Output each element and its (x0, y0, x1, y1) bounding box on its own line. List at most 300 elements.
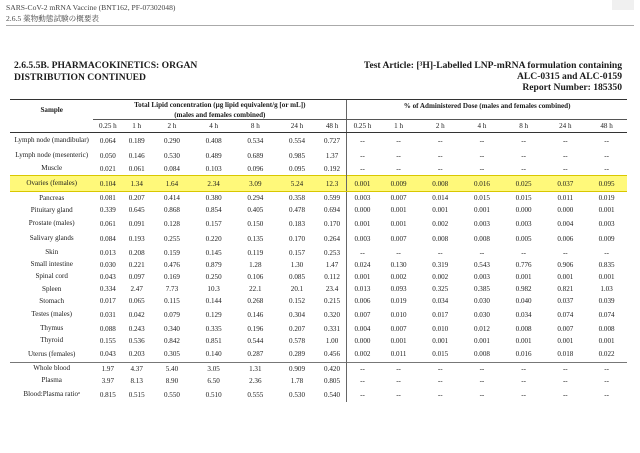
dose-timepoint-header: 1 h (378, 120, 420, 133)
administered-dose-cell: -- (347, 133, 378, 149)
lipid-concentration-cell: 0.414 (163, 194, 180, 203)
administered-dose-cell: 0.008 (432, 235, 449, 244)
sample-name-cell: Lymph node (mesenteric) (15, 150, 89, 159)
administered-dose-cell: -- (396, 165, 401, 174)
lipid-concentration-cell: 0.320 (324, 311, 341, 319)
lipid-concentration-cell: 0.985 (289, 151, 305, 160)
administered-dose-cell: 0.019 (390, 297, 407, 306)
lipid-concentration-cell: 0.144 (205, 297, 222, 306)
sample-name-cell: Thymus (40, 323, 64, 332)
test-article-line1: Test Article: [³H]-Labelled LNP-mRNA formulation containing (363, 60, 622, 71)
section-title-line1: 2.6.5.5B. PHARMACOKINETICS: ORGAN (14, 60, 198, 71)
lipid-concentration-cell: 0.207 (128, 194, 145, 203)
administered-dose-cell: -- (437, 390, 443, 399)
administered-dose-cell: 0.024 (347, 259, 378, 271)
lipid-concentration-cell: 0.061 (128, 165, 145, 174)
dose-timepoint-header: 48 h (586, 120, 627, 133)
administered-dose-cell: -- (586, 362, 627, 375)
administered-dose-cell: 0.001 (598, 336, 615, 345)
lipid-concentration-cell: 0.305 (163, 350, 180, 359)
administered-dose-cell: 0.002 (347, 347, 378, 363)
lipid-concentration-cell: 0.079 (163, 311, 180, 319)
lipid-concentration-cell: 1.28 (249, 260, 262, 269)
administered-dose-cell: 0.095 (586, 176, 627, 192)
administered-dose-cell: 0.017 (432, 311, 449, 319)
administered-dose-cell: 0.002 (390, 273, 407, 282)
administered-dose-cell: 0.015 (515, 194, 532, 203)
lipid-timepoint-header: 1 h (122, 120, 151, 133)
lipid-concentration-cell: 0.805 (324, 377, 341, 386)
administered-dose-cell: 0.034 (432, 297, 449, 306)
lipid-concentration-cell: 0.064 (99, 136, 116, 145)
administered-dose-cell: 0.006 (557, 235, 574, 244)
administered-dose-cell: 0.016 (461, 176, 503, 192)
administered-dose-cell: 0.001 (557, 273, 574, 282)
administered-dose-cell: 0.543 (473, 260, 490, 269)
lipid-concentration-cell: 0.478 (289, 206, 305, 215)
lipid-concentration-cell: 5.24 (276, 176, 318, 192)
lipid-header-line1: Total Lipid concentration (µg lipid equivalent/g [or mL]) (134, 101, 306, 109)
administered-dose-cell: -- (479, 151, 485, 160)
administered-dose-cell: -- (437, 136, 443, 145)
lipid-concentration-cell: 0.088 (99, 324, 116, 333)
lipid-concentration-cell: 0.159 (163, 248, 180, 257)
administered-dose-cell: 0.001 (432, 336, 449, 345)
administered-dose-cell: -- (562, 165, 568, 174)
administered-dose-cell: 0.011 (390, 350, 407, 359)
sample-name-cell: Uterus (females) (27, 349, 76, 358)
lipid-concentration-cell: 0.335 (205, 324, 222, 333)
lipid-concentration-cell: 1.78 (290, 377, 304, 386)
lipid-concentration-cell: 0.515 (128, 390, 145, 399)
administered-dose-cell: 0.000 (557, 206, 574, 215)
lipid-concentration-cell: 0.868 (163, 206, 180, 215)
administered-dose-cell: 0.034 (515, 311, 532, 319)
sample-name-cell: Testes (males) (31, 310, 73, 319)
lipid-concentration-cell: 0.510 (205, 390, 222, 399)
administered-dose-cell: 0.001 (390, 206, 407, 215)
administered-dose-cell: 0.015 (473, 194, 490, 203)
lipid-concentration-cell: 20.1 (290, 285, 304, 294)
table-row (10, 271, 627, 283)
lipid-concentration-cell: 0.220 (205, 235, 222, 244)
administered-dose-cell: 0.007 (390, 324, 407, 333)
administered-dose-cell: 0.008 (473, 350, 490, 359)
lipid-concentration-cell: 0.599 (324, 194, 341, 203)
administered-dose-cell: -- (521, 390, 526, 399)
table-row (10, 232, 627, 247)
administered-dose-cell: 0.007 (390, 194, 407, 203)
administered-dose-cell: -- (562, 151, 568, 160)
sample-name-cell: Spinal cord (35, 272, 68, 281)
lipid-concentration-cell: 0.253 (324, 248, 341, 257)
lipid-concentration-cell: 0.544 (247, 336, 264, 345)
lipid-concentration-cell: 0.150 (247, 220, 264, 229)
administered-dose-cell: 0.005 (515, 235, 532, 244)
administered-dose-cell: 0.776 (515, 260, 532, 269)
lipid-concentration-cell: 0.420 (318, 362, 347, 375)
lipid-concentration-cell: 0.170 (324, 220, 341, 229)
administered-dose-cell: -- (461, 362, 503, 375)
administered-dose-cell: -- (521, 151, 526, 160)
administered-dose-cell: -- (396, 151, 401, 160)
administered-dose-cell: 0.007 (347, 308, 378, 323)
table-row (10, 323, 627, 335)
lipid-concentration-cell: 0.380 (205, 194, 222, 203)
lipid-concentration-cell: 0.250 (205, 273, 222, 282)
lipid-concentration-cell: 0.119 (247, 248, 264, 257)
table-row (10, 259, 627, 271)
lipid-concentration-cell: 0.196 (247, 324, 264, 333)
dose-timepoint-header: 8 h (503, 120, 545, 133)
lipid-concentration-cell: 0.017 (99, 297, 116, 306)
table-row (10, 148, 627, 163)
administered-dose-cell: 0.004 (557, 220, 574, 229)
report-number: Report Number: 185350 (522, 82, 622, 93)
lipid-concentration-cell: 0.157 (205, 220, 222, 229)
administered-dose-cell: -- (347, 148, 378, 163)
administered-dose-cell: 0.821 (557, 285, 574, 294)
timepoint-header-row (10, 120, 627, 133)
table-row (10, 375, 627, 387)
lipid-concentration-cell: 0.555 (247, 390, 264, 399)
lipid-concentration-cell: 0.530 (289, 390, 305, 399)
lipid-concentration-cell: 0.091 (128, 220, 145, 229)
lipid-header-line2: (males and females combined) (93, 111, 346, 120)
administered-dose-cell: -- (521, 248, 526, 257)
lipid-concentration-cell: 0.104 (93, 176, 122, 192)
administered-dose-cell: 0.003 (347, 192, 378, 205)
administered-dose-cell: 0.003 (473, 273, 490, 282)
administered-dose-cell: 0.001 (473, 336, 490, 345)
lipid-concentration-cell: 0.578 (289, 336, 305, 345)
lipid-concentration-cell: 0.243 (128, 324, 145, 333)
lipid-concentration-cell: 0.031 (99, 311, 116, 319)
lipid-concentration-cell: 0.085 (289, 273, 305, 282)
administered-dose-cell: 0.030 (473, 311, 490, 319)
administered-dose-cell: -- (437, 151, 443, 160)
lipid-timepoint-header: 2 h (151, 120, 193, 133)
table-row (10, 163, 627, 176)
lipid-concentration-cell: 1.34 (122, 176, 151, 192)
administered-dose-cell: 0.001 (515, 273, 532, 282)
lipid-concentration-cell: 2.34 (193, 176, 235, 192)
lipid-concentration-cell: 0.476 (163, 260, 180, 269)
table-row (10, 347, 627, 363)
lipid-concentration-cell: 0.030 (99, 260, 116, 269)
administered-dose-cell: -- (604, 165, 609, 174)
lipid-timepoint-header: 24 h (276, 120, 318, 133)
administered-dose-cell: -- (521, 377, 526, 386)
lipid-concentration-cell: 0.140 (205, 350, 222, 359)
administered-dose-cell: 0.000 (515, 206, 532, 215)
lipid-concentration-cell: 3.97 (101, 377, 115, 386)
lipid-concentration-cell: 8.90 (165, 377, 179, 386)
lipid-concentration-cell: 0.097 (128, 273, 145, 282)
administered-dose-cell: 0.001 (598, 206, 615, 215)
sample-name-cell: Thyroid (40, 336, 64, 345)
sample-name-cell: Small intestine (30, 260, 73, 269)
administered-dose-cell: 0.007 (557, 324, 574, 333)
lipid-concentration-cell: 0.155 (99, 336, 116, 345)
table-row (10, 387, 627, 402)
lipid-timepoint-header: 48 h (318, 120, 347, 133)
lipid-concentration-cell: 0.146 (247, 311, 264, 319)
lipid-concentration-cell: 2.36 (249, 377, 262, 386)
administered-dose-cell: 0.037 (544, 176, 586, 192)
administered-dose-cell: -- (347, 387, 378, 402)
lipid-concentration-cell: 22.1 (249, 285, 262, 294)
lipid-concentration-cell: 0.536 (128, 336, 145, 345)
lipid-concentration-cell: 10.3 (207, 285, 220, 294)
table-row (10, 247, 627, 259)
lipid-concentration-cell: 0.339 (99, 206, 116, 215)
lipid-concentration-cell: 0.456 (324, 350, 341, 359)
lipid-concentration-cell: 0.289 (289, 350, 305, 359)
administered-dose-cell: 0.325 (432, 285, 449, 294)
dose-timepoint-header: 2 h (419, 120, 461, 133)
administered-dose-cell: -- (437, 377, 443, 386)
lipid-concentration-cell: 6.50 (207, 377, 220, 386)
header-rule (6, 25, 634, 26)
lipid-concentration-cell: 0.331 (324, 324, 341, 333)
lipid-concentration-cell: 0.103 (205, 165, 222, 174)
administered-dose-cell: 0.000 (347, 335, 378, 347)
lipid-concentration-cell: 1.64 (151, 176, 193, 192)
table-row (10, 283, 627, 295)
administered-dose-cell: 0.385 (473, 285, 490, 294)
lipid-concentration-cell: 1.97 (93, 362, 122, 375)
administered-dose-cell: 0.014 (432, 194, 449, 203)
lipid-concentration-cell: 0.146 (128, 151, 145, 160)
lipid-concentration-cell: 0.842 (163, 336, 180, 345)
lipid-concentration-cell: 0.135 (247, 235, 264, 244)
administered-dose-cell: 0.012 (473, 324, 490, 333)
table-row (10, 295, 627, 307)
administered-dose-cell: -- (503, 362, 545, 375)
administered-dose-cell: 0.010 (390, 311, 407, 319)
administered-dose-cell: 0.018 (557, 350, 574, 359)
lipid-concentration-cell: 0.879 (205, 260, 222, 269)
administered-dose-cell: 1.03 (600, 285, 613, 294)
lipid-concentration-cell: 0.215 (324, 297, 341, 306)
administered-dose-cell: 0.982 (515, 285, 532, 294)
administered-dose-cell: 0.040 (515, 297, 532, 306)
administered-dose-cell: 0.001 (598, 273, 615, 282)
administered-dose-cell: 0.019 (598, 194, 615, 203)
lipid-concentration-cell: 0.408 (205, 136, 222, 145)
lipid-concentration-cell: 0.645 (128, 206, 145, 215)
test-article-block (364, 60, 622, 93)
dose-timepoint-header: 24 h (544, 120, 586, 133)
lipid-concentration-cell: 0.554 (289, 136, 305, 145)
administered-dose-cell: 0.016 (515, 350, 532, 359)
administered-dose-cell: 0.007 (390, 235, 407, 244)
lipid-concentration-cell: 0.689 (247, 151, 264, 160)
sample-column-header: Sample (10, 100, 93, 120)
lipid-timepoint-header: 8 h (234, 120, 276, 133)
table-row (10, 192, 627, 205)
administered-dose-cell: -- (479, 165, 485, 174)
table-row (10, 176, 627, 192)
lipid-concentration-cell: 0.084 (163, 165, 180, 174)
lipid-concentration-cell: 0.095 (289, 165, 305, 174)
administered-dose-cell: -- (562, 390, 568, 399)
administered-dose-cell: -- (437, 165, 443, 174)
lipid-concentration-cell: 5.40 (151, 362, 193, 375)
lipid-concentration-cell: 0.340 (163, 324, 180, 333)
lipid-concentration-cell: 0.013 (99, 248, 116, 257)
lipid-concentration-cell: 0.727 (324, 136, 341, 145)
sample-name-cell: Salivary glands (29, 234, 74, 243)
lipid-concentration-cell: 0.530 (163, 151, 180, 160)
administered-dose-cell: -- (347, 375, 378, 387)
lipid-concentration-cell: 0.221 (128, 260, 145, 269)
lipid-concentration-cell: 0.183 (289, 220, 305, 229)
administered-dose-cell: 0.001 (473, 206, 490, 215)
lipid-concentration-cell: 1.00 (325, 336, 339, 345)
administered-dose-cell: -- (347, 362, 378, 375)
sample-name-cell: Plasma (41, 376, 62, 385)
administered-dose-cell: -- (396, 248, 401, 257)
administered-dose-header: % of Administered Dose (males and females combined) (347, 100, 627, 112)
administered-dose-cell: -- (521, 136, 526, 145)
lipid-concentration-cell: 0.909 (276, 362, 318, 375)
administered-dose-cell: 0.001 (347, 271, 378, 283)
lipid-concentration-cell: 0.203 (128, 350, 145, 359)
lipid-concentration-cell: 3.09 (234, 176, 276, 192)
administered-dose-cell: 0.008 (473, 235, 490, 244)
lipid-concentration-cell: 4.37 (122, 362, 151, 375)
lipid-concentration-cell: 0.043 (99, 273, 116, 282)
section-title (14, 60, 197, 84)
administered-dose-cell: 0.074 (557, 311, 574, 319)
administered-dose-cell: -- (479, 390, 485, 399)
administered-dose-cell: -- (544, 362, 586, 375)
administered-dose-cell: 0.009 (598, 235, 615, 244)
timepoint-header-blank (10, 120, 93, 133)
page-corner-mark (612, 0, 634, 10)
lipid-concentration-cell: 0.193 (128, 235, 145, 244)
lipid-concentration-cell: 0.065 (128, 297, 145, 306)
administered-dose-cell: 0.011 (557, 194, 574, 203)
administered-dose-cell: 0.130 (390, 260, 407, 269)
lipid-concentration-cell: 0.294 (247, 194, 264, 203)
sample-name-cell: Spleen (42, 284, 62, 293)
lipid-concentration-cell: 0.192 (324, 165, 341, 174)
administered-dose-cell: -- (604, 377, 609, 386)
administered-dose-cell: 0.008 (419, 176, 461, 192)
lipid-concentration-cell: 0.128 (163, 220, 180, 229)
administered-dose-cell: 0.001 (515, 336, 532, 345)
lipid-concentration-cell: 12.3 (318, 176, 347, 192)
sample-name-cell: Whole blood (10, 362, 93, 375)
table-row (10, 204, 627, 216)
lipid-concentration-cell: 0.287 (247, 350, 264, 359)
administered-dose-cell: -- (562, 248, 568, 257)
dose-header-spacer (347, 111, 627, 120)
administered-dose-cell: -- (604, 390, 609, 399)
lipid-concentration-cell: 0.043 (99, 350, 116, 359)
lipid-concentration-cell: 0.145 (205, 248, 222, 257)
lipid-concentration-cell: 3.05 (193, 362, 235, 375)
administered-dose-cell: 0.003 (473, 220, 490, 229)
lipid-concentration-cell: 0.540 (324, 390, 341, 399)
administered-dose-cell: 0.003 (598, 220, 615, 229)
administered-dose-cell: 0.003 (347, 232, 378, 247)
lipid-concentration-cell: 0.290 (163, 136, 180, 145)
administered-dose-cell: 0.010 (432, 324, 449, 333)
administered-dose-cell: -- (396, 377, 401, 386)
lipid-concentration-cell: 1.31 (234, 362, 276, 375)
administered-dose-cell: 0.039 (598, 297, 615, 306)
lipid-concentration-cell: 0.304 (289, 311, 305, 319)
sample-name-cell: Pancreas (39, 193, 65, 202)
administered-dose-cell: 0.093 (390, 285, 407, 294)
administered-dose-cell: 0.030 (473, 297, 490, 306)
lipid-concentration-cell: 0.851 (205, 336, 222, 345)
dose-timepoint-header: 0.25 h (347, 120, 378, 133)
lipid-concentration-cell: 0.534 (247, 136, 264, 145)
organ-rows (10, 133, 627, 403)
lipid-concentration-cell: 0.170 (289, 235, 305, 244)
lipid-concentration-cell: 0.152 (289, 297, 305, 306)
administered-dose-cell: -- (437, 248, 443, 257)
lipid-concentration-cell: 0.042 (128, 311, 145, 319)
organ-distribution-table (10, 99, 627, 402)
administered-dose-cell: 0.022 (598, 350, 615, 359)
administered-dose-cell: -- (396, 136, 401, 145)
administered-dose-cell: -- (562, 136, 568, 145)
lipid-concentration-cell: 1.47 (325, 260, 339, 269)
administered-dose-cell: 0.001 (347, 176, 378, 192)
document-header-line1: SARS-CoV-2 mRNA Vaccine (BNT162, PF-07302048) (6, 3, 176, 12)
lipid-concentration-cell: 0.061 (99, 220, 116, 229)
dose-timepoint-header: 4 h (461, 120, 503, 133)
lipid-concentration-cell: 0.489 (205, 151, 222, 160)
lipid-concentration-cell: 0.106 (247, 273, 264, 282)
table-row (10, 133, 627, 149)
table-row (10, 335, 627, 347)
lipid-concentration-cell: 0.405 (247, 206, 264, 215)
administered-dose-cell: 0.001 (390, 336, 407, 345)
administered-dose-cell: 0.001 (432, 206, 449, 215)
lipid-concentration-cell: 0.096 (247, 165, 264, 174)
administered-dose-cell: -- (604, 136, 609, 145)
administered-dose-cell: 0.037 (557, 297, 574, 306)
administered-dose-cell: -- (479, 136, 485, 145)
administered-dose-cell: 0.906 (557, 260, 574, 269)
administered-dose-cell: 0.001 (390, 220, 407, 229)
administered-dose-cell: 0.025 (503, 176, 545, 192)
sample-name-cell: Lymph node (mandibular) (14, 135, 89, 144)
lipid-concentration-cell: 0.694 (324, 206, 341, 215)
administered-dose-cell: 0.074 (598, 311, 615, 319)
lipid-concentration-cell: 0.268 (247, 297, 264, 306)
document-header-line2: 2.6.5 薬物動態試験の概要表 (6, 14, 100, 23)
lipid-concentration-cell: 1.30 (290, 260, 304, 269)
administered-dose-cell: 0.013 (347, 283, 378, 295)
lipid-concentration-cell: 0.854 (205, 206, 222, 215)
lipid-concentration-cell: 0.264 (324, 235, 341, 244)
lipid-concentration-cell: 0.334 (99, 285, 116, 294)
administered-dose-cell: 0.008 (515, 324, 532, 333)
administered-dose-cell: 0.015 (432, 350, 449, 359)
administered-dose-cell: -- (604, 151, 609, 160)
lipid-concentration-header (93, 100, 346, 112)
sample-name-cell: Stomach (39, 296, 65, 305)
lipid-concentration-cell: 2.47 (130, 285, 143, 294)
